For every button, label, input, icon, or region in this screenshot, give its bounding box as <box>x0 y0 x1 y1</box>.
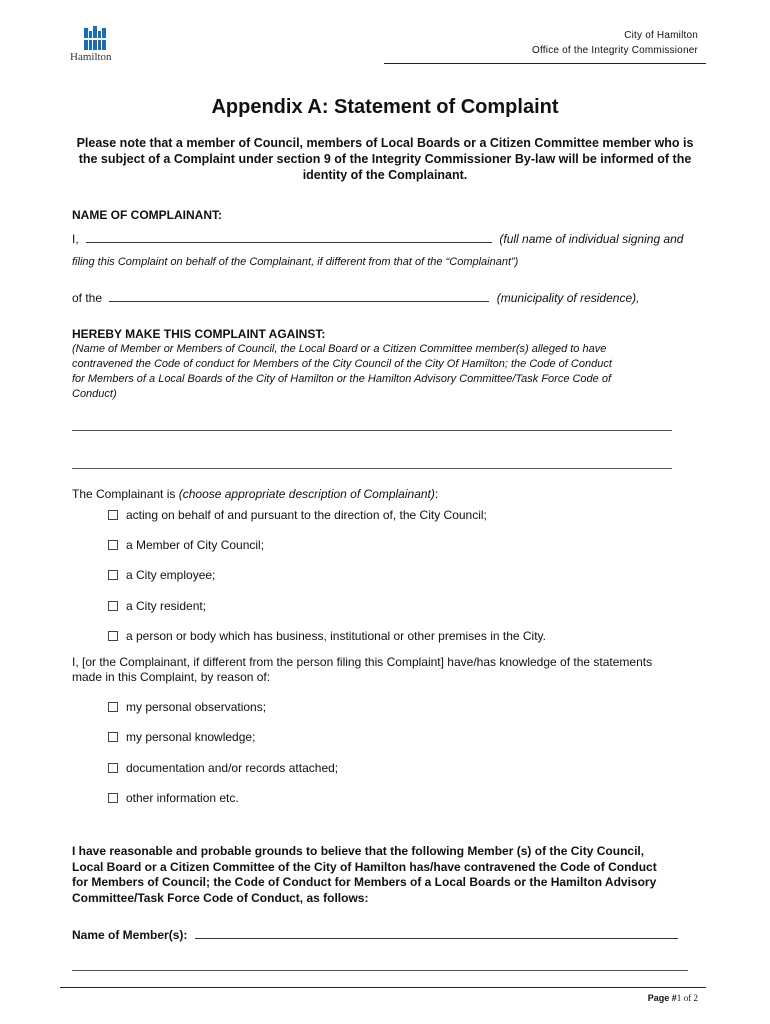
against-hint-line: for Members of a Local Boards of the City of Hamilton or the Hamilton Advisory Committee/Task Force Code of <box>72 373 612 385</box>
checkbox-icon[interactable] <box>108 540 118 550</box>
checkbox-icon[interactable] <box>108 601 118 611</box>
option-city-resident[interactable] <box>108 599 206 613</box>
members-field-2[interactable] <box>72 970 688 971</box>
grounds-line: I have reasonable and probable grounds to believe that the following Member (s) of the City Council, <box>72 844 645 858</box>
checkbox-icon[interactable] <box>108 763 118 773</box>
members-row <box>72 927 678 942</box>
complainant-name-row <box>72 231 702 246</box>
knowledge-line: made in this Complaint, by reason of: <box>72 670 271 684</box>
complainant-is-hint: (choose appropriate description of Complainant) <box>178 487 435 501</box>
option-personal-observations[interactable] <box>108 700 266 714</box>
header-rule <box>384 63 706 64</box>
page-number <box>648 993 698 1003</box>
checkbox-icon[interactable] <box>108 631 118 641</box>
option-label: a person or body which has business, institutional or other premises in the City. <box>126 629 546 643</box>
full-name-hint: (full name of individual signing and <box>499 232 684 246</box>
hamilton-logo <box>70 26 120 66</box>
filing-hint: filing this Complaint on behalf of the Complainant, if different from that of the “Complainant”) <box>72 256 519 268</box>
option-label: other information etc. <box>126 791 239 805</box>
grounds-line: for Members of Council; the Code of Conduct for Members of a Local Boards or the Hamilton Advisory <box>72 875 657 889</box>
header-office: Office of the Integrity Commissioner <box>532 45 698 56</box>
grounds-statement <box>72 844 722 906</box>
checkbox-icon[interactable] <box>108 702 118 712</box>
against-hint-line: (Name of Member or Members of Council, the Local Board or a Citizen Committee member(s) alleged to have <box>72 343 607 355</box>
option-label: a Member of City Council; <box>126 538 265 552</box>
option-label: documentation and/or records attached; <box>126 761 339 775</box>
grounds-line: Local Board or a Citizen Committee of the City of Hamilton has/have contravened the Code of Conduct <box>72 859 657 874</box>
municipality-hint: (municipality of residence), <box>496 291 640 305</box>
page-current: 1 <box>676 993 682 1003</box>
against-hint-line: contravened the Code of conduct for Members of the City Council of the City Of Hamilton; the Code of Conduct <box>72 358 612 370</box>
checkbox-icon[interactable] <box>108 732 118 742</box>
complainant-is-colon: : <box>434 487 439 501</box>
option-label: a City employee; <box>126 568 216 582</box>
knowledge-line: I, [or the Complainant, if different from the person filing this Complaint] have/has knowledge of the statements <box>72 655 653 669</box>
option-documentation[interactable] <box>108 761 338 775</box>
against-field-2[interactable] <box>72 468 672 469</box>
checkbox-icon[interactable] <box>108 570 118 580</box>
option-member-of-council[interactable] <box>108 538 264 552</box>
knowledge-statement <box>72 655 712 685</box>
option-label: my personal observations; <box>126 700 267 714</box>
members-label: Name of Member(s): <box>72 928 188 942</box>
complainant-is-row <box>72 487 438 501</box>
against-field-1[interactable] <box>72 430 672 431</box>
complainant-heading: NAME OF COMPLAINANT: <box>72 208 222 222</box>
page-title: Appendix A: Statement of Complaint <box>211 96 559 118</box>
against-hint <box>72 342 712 402</box>
option-label: a City resident; <box>126 599 207 613</box>
option-personal-knowledge[interactable] <box>108 730 255 744</box>
option-council-direction[interactable] <box>108 508 487 522</box>
logo-wordmark: Hamilton <box>70 51 112 63</box>
full-name-field[interactable] <box>86 231 492 243</box>
members-field[interactable] <box>195 927 678 939</box>
checkbox-icon[interactable] <box>108 793 118 803</box>
footer-rule <box>60 987 706 988</box>
option-city-employee[interactable] <box>108 568 215 582</box>
option-label: my personal knowledge; <box>126 730 256 744</box>
grounds-line: Committee/Task Force Code of Conduct, as follows: <box>72 890 369 905</box>
complainant-is-lead: The Complainant is <box>72 487 176 501</box>
header-city: City of Hamilton <box>624 30 698 41</box>
against-heading: HEREBY MAKE THIS COMPLAINT AGAINST: <box>72 327 326 341</box>
page-total: of 2 <box>683 993 698 1003</box>
intro-notice: Please note that a member of Council, members of Local Boards or a Citizen Committee member who is the subject of a Complaint under section 9 of the Integrity Commissioner By-law will be informed of the identity of the Complainant. <box>76 136 694 182</box>
option-label: acting on behalf of and pursuant to the direction of, the City Council; <box>126 508 487 522</box>
against-hint-line: Conduct) <box>72 388 117 400</box>
municipality-row <box>72 290 639 305</box>
page-label: Page # <box>647 993 677 1003</box>
option-other-information[interactable] <box>108 791 239 805</box>
i-prefix: I, <box>72 232 79 246</box>
of-the-label: of the <box>72 291 103 305</box>
checkbox-icon[interactable] <box>108 510 118 520</box>
option-business-premises[interactable] <box>108 629 546 643</box>
municipality-field[interactable] <box>109 290 489 302</box>
